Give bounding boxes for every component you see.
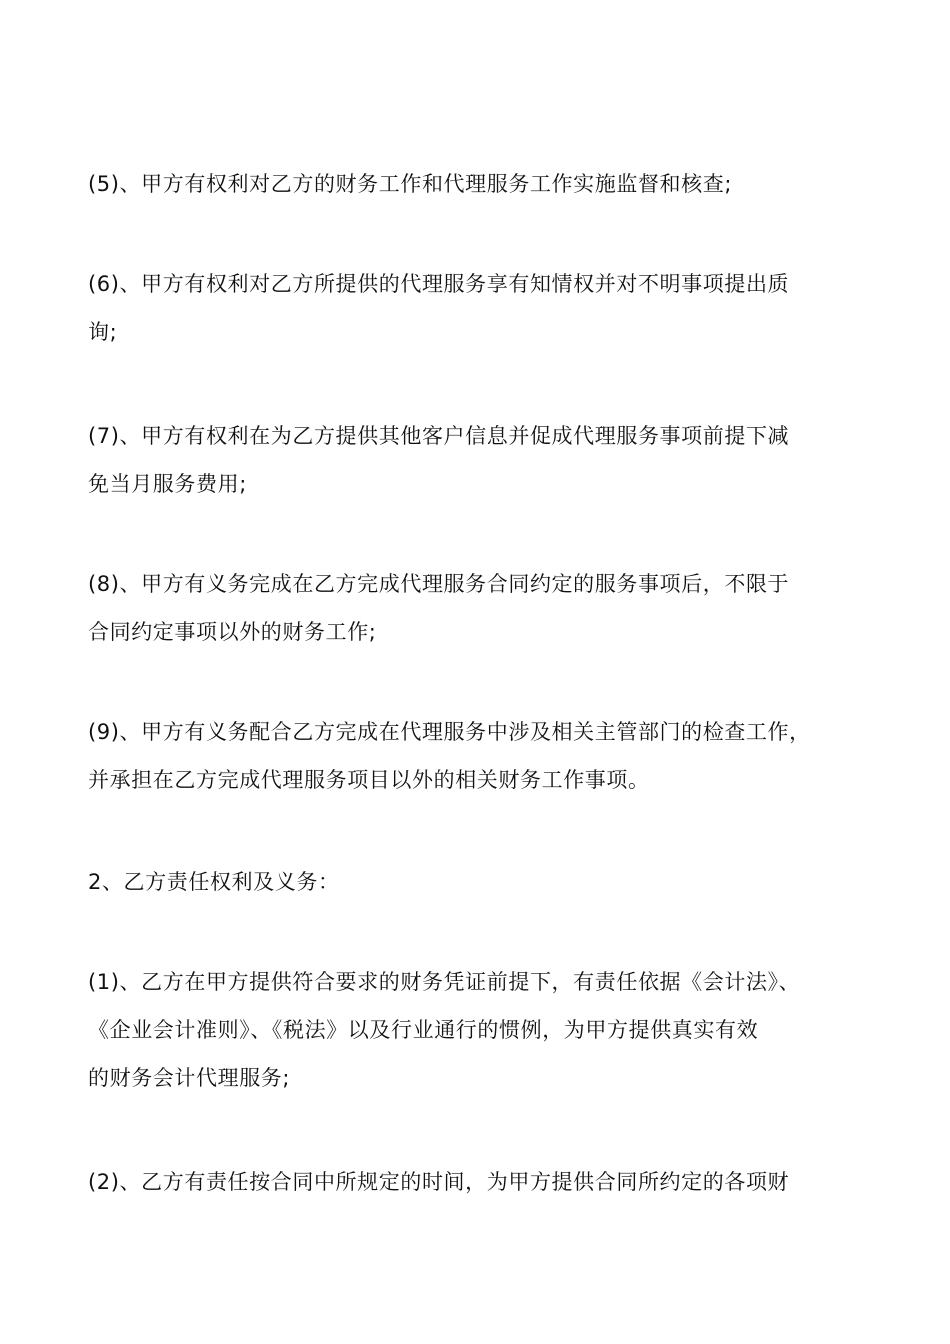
clause-b1-line-3: 的财务会计代理服务;	[88, 1066, 291, 1090]
clause-7-line-2: 免当月服务费用;	[88, 472, 247, 496]
clause-8-line-2: 合同约定事项以外的财务工作;	[88, 620, 377, 644]
clause-7-line-1: (7)、甲方有权利在为乙方提供其他客户信息并促成代理服务事项前提下减	[88, 424, 790, 448]
clause-6	[88, 260, 878, 356]
clause-9-line-2: 并承担在乙方完成代理服务项目以外的相关财务工作事项。	[88, 768, 650, 792]
section-2-heading-text: 2、乙方责任权利及义务：	[88, 870, 340, 894]
clause-7	[88, 412, 878, 508]
section-2-heading	[88, 858, 878, 906]
clause-b1-line-2: 《企业会计准则》、《税法》以及行业通行的惯例，为甲方提供真实有效	[88, 1018, 759, 1042]
clause-8-line-1: (8)、甲方有义务完成在乙方完成代理服务合同约定的服务事项后，不限于	[88, 572, 790, 596]
clause-b2	[88, 1158, 878, 1206]
clause-5	[88, 160, 878, 208]
clause-9-line-1: (9)、甲方有义务配合乙方完成在代理服务中涉及相关主管部门的检查工作，	[88, 720, 811, 744]
clause-b1-line-1: (1)、乙方在甲方提供符合要求的财务凭证前提下，有责任依据《会计法》、	[88, 970, 801, 994]
clause-b2-line-1: (2)、乙方有责任按合同中所规定的时间，为甲方提供合同所约定的各项财	[88, 1170, 790, 1194]
clause-5-line-1: (5)、甲方有权利对乙方的财务工作和代理服务工作实施监督和核查;	[88, 172, 733, 196]
clause-6-line-1: (6)、甲方有权利对乙方所提供的代理服务享有知情权并对不明事项提出质	[88, 272, 790, 296]
clause-9	[88, 708, 878, 804]
clause-8	[88, 560, 878, 656]
clause-b1	[88, 958, 878, 1102]
clause-6-line-2: 询;	[88, 320, 118, 344]
